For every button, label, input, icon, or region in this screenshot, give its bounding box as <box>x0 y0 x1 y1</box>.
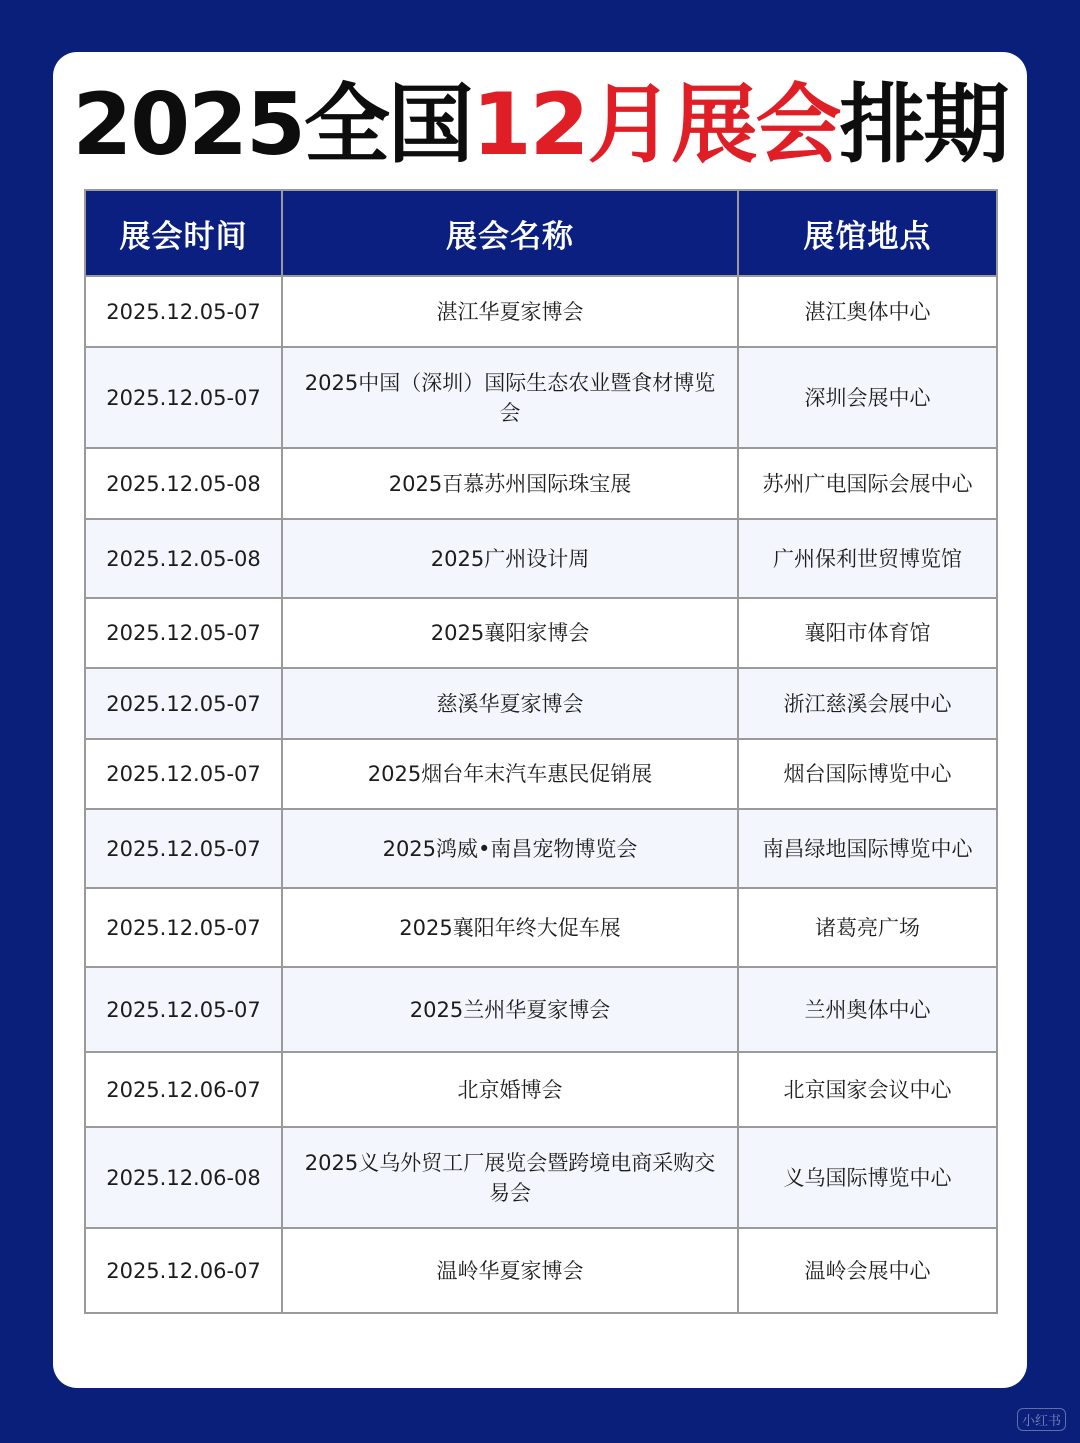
cell-venue: 北京国家会议中心 <box>738 1052 997 1127</box>
cell-name: 2025鸿威•南昌宠物博览会 <box>282 809 738 888</box>
table-row <box>85 1127 997 1228</box>
cell-name: 2025义乌外贸工厂展览会暨跨境电商采购交易会 <box>282 1127 738 1228</box>
table-row <box>85 347 997 448</box>
cell-name: 2025广州设计周 <box>282 519 738 598</box>
cell-venue: 义乌国际博览中心 <box>738 1127 997 1228</box>
table-row <box>85 519 997 598</box>
header-venue: 展馆地点 <box>738 190 997 276</box>
table-row <box>85 888 997 967</box>
page-title <box>0 70 1080 180</box>
cell-date: 2025.12.05-07 <box>85 598 282 668</box>
cell-venue: 南昌绿地国际博览中心 <box>738 809 997 888</box>
table-header-row <box>85 190 997 276</box>
cell-name: 2025烟台年末汽车惠民促销展 <box>282 739 738 809</box>
header-date: 展会时间 <box>85 190 282 276</box>
cell-name: 慈溪华夏家博会 <box>282 668 738 739</box>
cell-venue: 诸葛亮广场 <box>738 888 997 967</box>
cell-name: 2025襄阳年终大促车展 <box>282 888 738 967</box>
table-row <box>85 967 997 1052</box>
title-prefix: 2025全国 <box>72 75 472 175</box>
cell-date: 2025.12.05-07 <box>85 347 282 448</box>
cell-venue: 湛江奥体中心 <box>738 276 997 347</box>
cell-name: 温岭华夏家博会 <box>282 1228 738 1313</box>
exhibition-schedule-table <box>84 189 998 1314</box>
cell-date: 2025.12.05-07 <box>85 276 282 347</box>
cell-date: 2025.12.05-07 <box>85 809 282 888</box>
cell-date: 2025.12.05-08 <box>85 519 282 598</box>
cell-date: 2025.12.05-07 <box>85 668 282 739</box>
cell-name: 2025中国（深圳）国际生态农业暨食材博览会 <box>282 347 738 448</box>
cell-date: 2025.12.06-07 <box>85 1228 282 1313</box>
title-highlight: 12月展会 <box>471 75 840 175</box>
cell-name: 湛江华夏家博会 <box>282 276 738 347</box>
cell-name: 2025襄阳家博会 <box>282 598 738 668</box>
table-row <box>85 1052 997 1127</box>
cell-venue: 广州保利世贸博览馆 <box>738 519 997 598</box>
cell-venue: 温岭会展中心 <box>738 1228 997 1313</box>
table-row <box>85 448 997 519</box>
cell-date: 2025.12.05-07 <box>85 888 282 967</box>
cell-name: 2025兰州华夏家博会 <box>282 967 738 1052</box>
cell-date: 2025.12.05-08 <box>85 448 282 519</box>
watermark-logo: 小红书 <box>1017 1408 1066 1431</box>
title-suffix: 排期 <box>839 75 1008 175</box>
cell-date: 2025.12.05-07 <box>85 739 282 809</box>
cell-venue: 襄阳市体育馆 <box>738 598 997 668</box>
table-row <box>85 668 997 739</box>
cell-date: 2025.12.06-07 <box>85 1052 282 1127</box>
cell-venue: 浙江慈溪会展中心 <box>738 668 997 739</box>
cell-date: 2025.12.05-07 <box>85 967 282 1052</box>
table-row <box>85 809 997 888</box>
cell-venue: 苏州广电国际会展中心 <box>738 448 997 519</box>
header-name: 展会名称 <box>282 190 738 276</box>
cell-venue: 深圳会展中心 <box>738 347 997 448</box>
table-row <box>85 276 997 347</box>
cell-venue: 烟台国际博览中心 <box>738 739 997 809</box>
cell-date: 2025.12.06-08 <box>85 1127 282 1228</box>
cell-venue: 兰州奥体中心 <box>738 967 997 1052</box>
cell-name: 北京婚博会 <box>282 1052 738 1127</box>
table-row <box>85 739 997 809</box>
table-row <box>85 1228 997 1313</box>
cell-name: 2025百慕苏州国际珠宝展 <box>282 448 738 519</box>
table-row <box>85 598 997 668</box>
